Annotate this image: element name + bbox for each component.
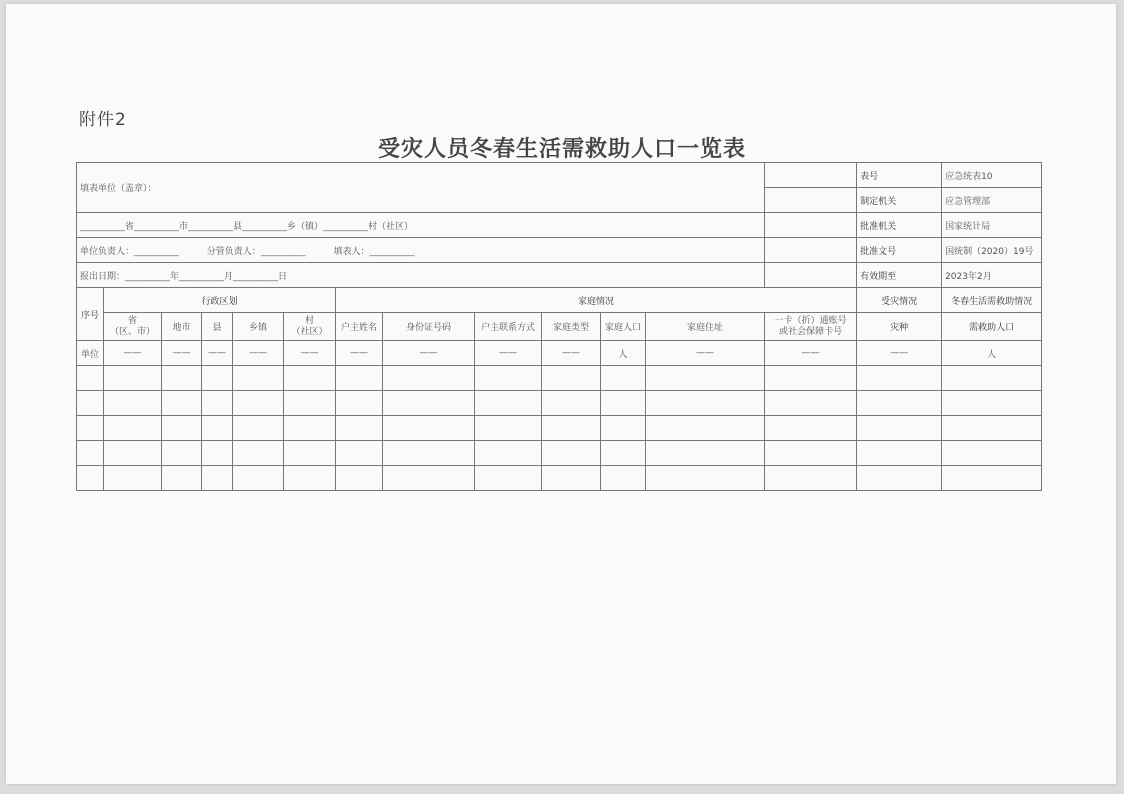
- meta-row-4: [77, 238, 1042, 263]
- unit-dash: ——: [765, 341, 857, 366]
- col-seq: 序号: [77, 288, 104, 341]
- group-family: 家庭情况: [336, 288, 857, 313]
- group-admin: 行政区划: [104, 288, 336, 313]
- meta-value-3: 国统制（2020）19号: [942, 238, 1042, 263]
- unit-dash: ——: [284, 341, 336, 366]
- unit-row: [77, 341, 1042, 366]
- unit-person: 人: [601, 341, 646, 366]
- table-row: [77, 416, 1042, 441]
- meta-label-0: 表号: [857, 163, 942, 188]
- meta-spacer: [765, 213, 857, 238]
- header-row-1: [77, 288, 1042, 313]
- filler: 填表人：__________: [333, 246, 415, 257]
- col-head-name: 户主姓名: [336, 313, 383, 341]
- meta-value-4: 2023年2月: [942, 263, 1042, 288]
- meta-label-1: 制定机关: [857, 188, 942, 213]
- group-need: 冬春生活需救助情况: [942, 288, 1042, 313]
- col-contact: 户主联系方式: [475, 313, 542, 341]
- meta-value-2: 国家统计局: [942, 213, 1042, 238]
- unit-dash: ——: [542, 341, 601, 366]
- table-row: [77, 466, 1042, 491]
- col-city: 地市: [162, 313, 202, 341]
- col-village: 村 （社区）: [284, 313, 336, 341]
- meta-row-3: [77, 213, 1042, 238]
- col-family-size: 家庭人口: [601, 313, 646, 341]
- meta-spacer: [765, 263, 857, 288]
- col-family-type: 家庭类型: [542, 313, 601, 341]
- col-id-number: 身份证号码: [383, 313, 475, 341]
- meta-row-5: [77, 263, 1042, 288]
- meta-row-1: [77, 163, 1042, 188]
- col-disaster-type: 灾种: [857, 313, 942, 341]
- meta-value-1: 应急管理部: [942, 188, 1042, 213]
- unit-dash: ——: [857, 341, 942, 366]
- relief-form-table: [76, 162, 1042, 491]
- col-card: 一卡（折）通账号 或社会保障卡号: [765, 313, 857, 341]
- unit-dash: ——: [383, 341, 475, 366]
- header-row-2: [77, 313, 1042, 341]
- page-title: 受灾人员冬春生活需救助人口一览表: [377, 136, 746, 162]
- col-need-people: 需救助人口: [942, 313, 1042, 341]
- meta-spacer: [765, 188, 857, 213]
- unit-dash: ——: [646, 341, 765, 366]
- meta-spacer: [765, 238, 857, 263]
- deputy-head: 分管负责人：__________: [206, 246, 306, 257]
- meta-label-4: 有效期至: [857, 263, 942, 288]
- col-province: 省 （区、市）: [104, 313, 162, 341]
- unit-head: 单位负责人：__________: [80, 246, 180, 257]
- table-row: [77, 391, 1042, 416]
- fill-unit-cell: 填表单位（盖章）：: [77, 163, 765, 213]
- unit-dash: ——: [233, 341, 284, 366]
- unit-dash: ——: [104, 341, 162, 366]
- meta-value-0: 应急统表10: [942, 163, 1042, 188]
- responsible-line: [77, 238, 765, 263]
- col-address: 家庭住址: [646, 313, 765, 341]
- unit-dash: ——: [475, 341, 542, 366]
- unit-dash: ——: [202, 341, 233, 366]
- document-page: [6, 4, 1116, 784]
- table-row: [77, 366, 1042, 391]
- col-town: 乡镇: [233, 313, 284, 341]
- meta-label-2: 批准机关: [857, 213, 942, 238]
- meta-label-3: 批准文号: [857, 238, 942, 263]
- unit-label: 单位: [77, 341, 104, 366]
- unit-dash: ——: [162, 341, 202, 366]
- unit-person: 人: [942, 341, 1042, 366]
- report-date: 报出日期：__________年__________月__________日: [77, 263, 765, 288]
- table-row: [77, 441, 1042, 466]
- col-county: 县: [202, 313, 233, 341]
- address-line: __________省__________市__________县__________乡（镇）__________村（社区）: [77, 213, 765, 238]
- group-disaster: 受灾情况: [857, 288, 942, 313]
- meta-spacer: [765, 163, 857, 188]
- unit-dash: ——: [336, 341, 383, 366]
- attachment-label: 附件2: [79, 110, 127, 130]
